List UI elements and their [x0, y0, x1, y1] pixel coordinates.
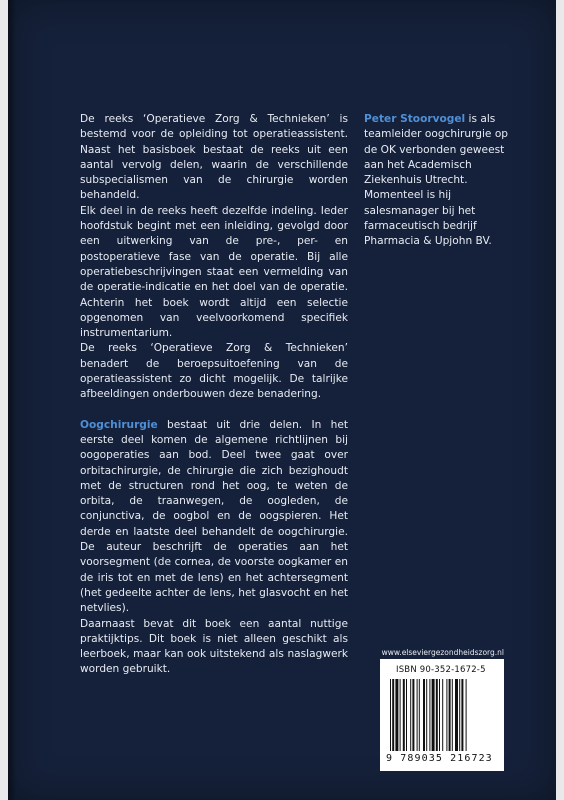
barcode-bars: [390, 679, 494, 751]
book-usage-paragraph: Daarnaast bevat dit boek een aantal nuttige praktijktips. Dit boek is niet alleen geschikt als leerboek, maar kan ook uitstekend als naslagwerk worden gebruikt.: [80, 617, 348, 676]
book-description-text: bestaat uit drie delen. In het eerste deel komen de algemene richtlijnen bij oogoperaties aan bod. Deel twee gaat over orbitachirurgie, de chirurgie die zich bezighoudt met de structuren rond het oog, te weten de orbita, de traanwegen, de oogleden, de conjunctiva, de oogbol en de oogspieren. Het derde en laatste deel behandelt de oogchirurgie. De auteur beschrijft de operaties aan het voorsegment (de cornea, de voorste oogkamer en de iris tot en met de lens) en het achtersegment (het gedeelte achter de lens, het glasvocht en het netvlies).: [80, 418, 348, 615]
spine-shadow: [8, 0, 16, 800]
series-intro-paragraph: De reeks ‘Operatieve Zorg & Technieken’ is bestemd voor de opleiding tot operatieassistent. Naast het basisboek bestaat de reeks uit een aantal vervolg delen, waarin de verschillende subspecialismen van de chirurgie worden behandeld.: [80, 113, 348, 202]
series-structure-paragraph: Elk deel in de reeks heeft dezelfde indeling. Ieder hoofdstuk begint met een inleiding, gevolgd door een uitwerking van de pre-, per- en postoperatieve fase van de operatie. Bij alle operatiebeschrijvingen staat een vermelding van de operatie-indicatie en het doel van de operatie. Achterin het boek wordt altijd een selectie opgenomen van veelvoorkomend specifiek instrumentarium.: [80, 204, 348, 340]
series-approach-paragraph: De reeks ‘Operatieve Zorg & Technieken’ benadert de beroepsuitoefening van de operatieassistent zo dicht mogelijk. De talrijke afbeeldingen onderbouwen deze benadering.: [80, 342, 348, 401]
author-bio-paragraph: [364, 112, 512, 250]
author-bio-text: is als teamleider oogchirurgie op de OK verbonden geweest aan het Academisch Ziekenhuis Utrecht. Momenteel is hij salesmanager bij het farmaceutisch bedrijf Pharmacia & Upjohn BV.: [364, 113, 509, 248]
isbn-label: ISBN 90-352-1672-5: [396, 665, 486, 675]
barcode-number: 9 789035 216723: [386, 753, 493, 764]
barcode-block: [380, 648, 504, 776]
author-column: [364, 112, 512, 250]
barcode-label: [380, 659, 504, 771]
author-name: Peter Stoorvogel: [364, 113, 466, 125]
publisher-url: www.elseviergezondheidszorg.nl: [381, 648, 504, 657]
description-column: [80, 112, 348, 678]
book-title-highlight: Oogchirurgie: [80, 418, 158, 431]
book-description-paragraph: [80, 418, 348, 617]
